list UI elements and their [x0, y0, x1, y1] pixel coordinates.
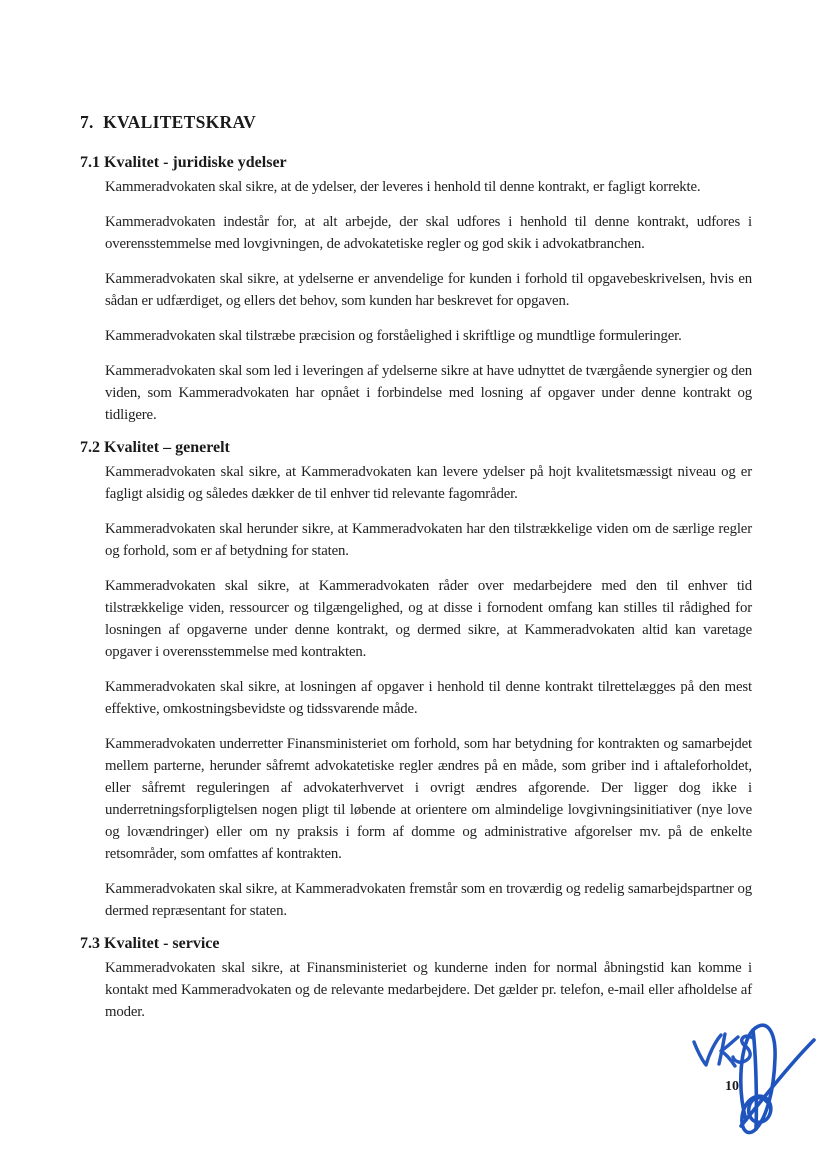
paragraph: Kammeradvokaten underretter Finansministeriet om forhold, som har betydning for kontrakten og samarbejdet mellem parterne, herunder såfremt advokatetiske regler ændres på en måde, som griber ind i aftaleforholdet, eller såfremt reguleringen af advokaterhvervet i ovrigt ændres afgorende. Der ligger dog ikke i underretningsforpligtelsen nogen pligt til løbende at orientere om almindelige lovgivningsinitiativer (nye love og lovændringer) eller om ny praksis i form af domme og administrative afgorelser mv. på de enkelte retsområder, som omfattes af kontrakten.: [105, 736, 752, 862]
paragraph: Kammeradvokaten skal sikre, at Kammeradvokaten råder over medarbejdere med den til enhver tid tilstrækkelige viden, ressourcer og tilgængelighed, og at disse i fornodent omfang kan stilles til rådighed for losningen af opgaverne under denne kontrakt, og dermed sikre, at Kammeradvokaten altid kan varetage opgaver i overensstemmelse med kontrakten.: [105, 578, 752, 660]
paragraph: Kammeradvokaten skal tilstræbe præcision og forståelighed i skriftlige og mundtlige formuleringer.: [105, 328, 682, 344]
page-number: 10: [725, 1079, 739, 1094]
section-heading-7-2: 7.2 Kvalitet – generelt: [80, 439, 230, 456]
paragraph: Kammeradvokaten skal sikre, at ydelserne er anvendelige for kunden i forhold til opgavebeskrivelsen, hvis en sådan er udfærdiget, og ellers det behov, som kunden har beskrevet for opgaven.: [105, 271, 752, 309]
paragraph: Kammeradvokaten skal sikre, at Kammeradvokaten kan levere ydelser på hojt kvalitetsmæssigt niveau og er fagligt alsidig og således dækker de til enhver tid relevante fagområder.: [105, 464, 752, 502]
paragraph: Kammeradvokaten skal som led i leveringen af ydelserne sikre at have udnyttet de tværgående synergier og den viden, som Kammeradvokaten har opnået i forbindelse med losning af opgaver under denne kontrakt og tidligere.: [105, 363, 752, 423]
paragraph: Kammeradvokaten indestår for, at alt arbejde, der skal udfores i henhold til denne kontrakt, udfores i overensstemmelse med lovgivningen, de advokatetiske regler og god skik i advokatbranchen.: [105, 214, 752, 252]
section-7-1: [80, 154, 752, 426]
document-content: [80, 112, 752, 1036]
section-heading-7-3: 7.3 Kvalitet - service: [80, 935, 220, 952]
signature-flourish: [741, 1025, 814, 1132]
paragraph: Kammeradvokaten skal sikre, at losningen af opgaver i henhold til denne kontrakt tilrettelægges på den mest effektive, omkostningsbevidste og tidssvarende måde.: [105, 679, 752, 717]
paragraph: Kammeradvokaten skal sikre, at Finansministeriet og kunderne inden for normal åbningstid kan komme i kontakt med Kammeradvokaten og de relevante medarbejdere. Det gælder pr. telefon, e-mail eller afholdelse af moder.: [105, 960, 752, 1020]
signature-initials-vks: [694, 1034, 753, 1066]
section-7-3: [80, 935, 752, 1023]
document-title: 7. KVALITETSKRAV: [80, 112, 257, 132]
section-7-2: [80, 439, 752, 922]
section-heading-7-1: 7.1 Kvalitet - juridiske ydelser: [80, 154, 287, 171]
paragraph: Kammeradvokaten skal sikre, at de ydelser, der leveres i henhold til denne kontrakt, er fagligt korrekte.: [105, 179, 701, 195]
paragraph: Kammeradvokaten skal sikre, at Kammeradvokaten fremstår som en troværdig og redelig samarbejdspartner og dermed repræsentant for staten.: [105, 881, 752, 919]
paragraph: Kammeradvokaten skal herunder sikre, at Kammeradvokaten har den tilstrækkelige viden om de særlige regler og forhold, som er af betydning for staten.: [105, 521, 752, 559]
